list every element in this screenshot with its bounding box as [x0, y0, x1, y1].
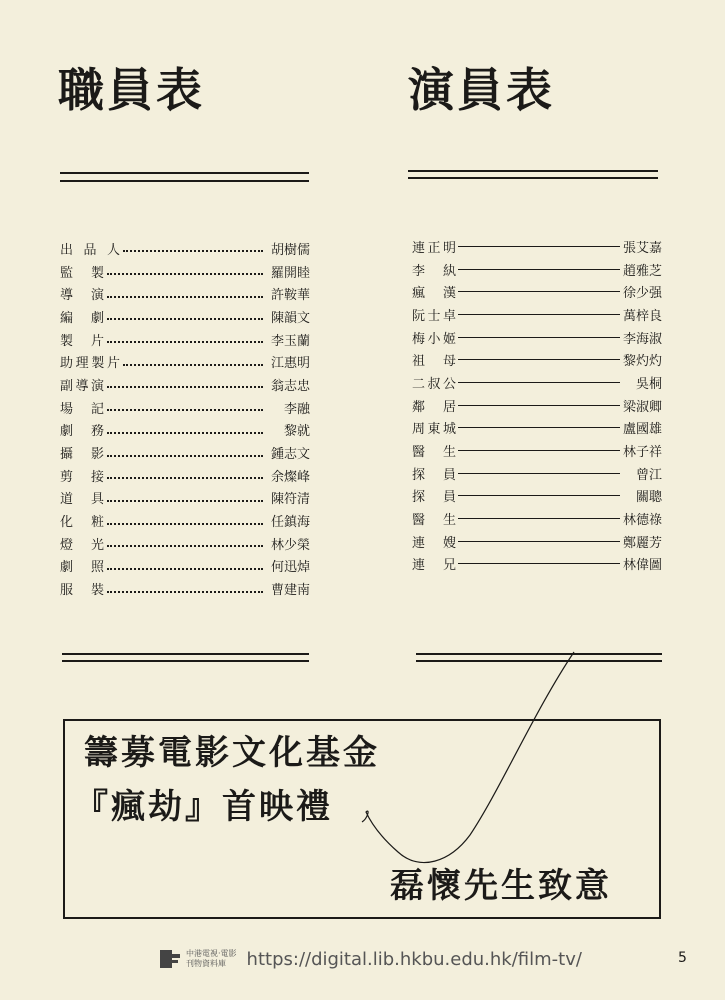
leader-dots	[107, 568, 263, 570]
logo-text-line-1: 中港電視·電影	[186, 949, 237, 958]
leader-dots	[107, 409, 263, 411]
cast-role: 醫生	[412, 445, 456, 461]
crew-name: 黎就	[283, 424, 310, 440]
crew-role: 監製	[60, 265, 104, 281]
cast-name: 林子祥	[622, 445, 662, 461]
cast-top-rule-1	[408, 170, 658, 172]
crew-role: 攝影	[60, 447, 104, 463]
cast-role: 醫生	[412, 513, 456, 529]
leader-line	[458, 563, 620, 564]
leader-dots	[107, 500, 263, 502]
leader-dots	[107, 318, 263, 320]
cast-bottom-rule-1	[416, 653, 662, 655]
leader-line	[458, 314, 620, 315]
inscription-line-3: 磊懷先生致意	[390, 866, 612, 906]
leader-dots	[107, 386, 263, 388]
cast-name: 鄭麗芳	[622, 535, 662, 551]
leader-line	[458, 359, 620, 360]
cast-row	[412, 326, 662, 349]
cast-name: 曾江	[635, 467, 662, 483]
crew-name: 曹建南	[270, 583, 310, 599]
crew-top-rule-2	[60, 180, 309, 182]
cast-row	[412, 462, 662, 485]
crew-name: 林少榮	[270, 537, 310, 553]
crew-name: 李玉蘭	[270, 333, 310, 349]
crew-role: 剪接	[60, 469, 104, 485]
cast-row	[412, 507, 662, 530]
cast-row	[412, 485, 662, 508]
cast-name: 林德祿	[622, 513, 662, 529]
crew-row	[60, 373, 310, 396]
crew-role: 出品人	[60, 242, 120, 258]
crew-row	[60, 577, 310, 600]
inscription-line-2: 『瘋劫』首映禮	[74, 787, 333, 827]
cast-role: 連正明	[412, 240, 456, 256]
crew-name: 胡樹儒	[270, 242, 310, 258]
source-url-link[interactable]: https://digital.lib.hkbu.edu.hk/film-tv/	[246, 948, 582, 970]
leader-dots	[107, 591, 263, 593]
crew-bottom-rule-2	[62, 660, 309, 662]
crew-row	[60, 396, 310, 419]
inscription-line-1: 籌募電影文化基金	[84, 733, 380, 773]
leader-line	[458, 541, 620, 542]
cast-row	[412, 235, 662, 258]
crew-row	[60, 350, 310, 373]
cast-role: 祖母	[412, 354, 456, 370]
cast-row	[412, 348, 662, 371]
crew-name: 陳韻文	[270, 310, 310, 326]
leader-line	[458, 269, 620, 270]
leader-line	[458, 518, 620, 519]
crew-heading: 職員表	[58, 63, 205, 117]
leader-dots	[123, 250, 263, 252]
crew-name: 江惠明	[270, 356, 310, 372]
crew-role: 服裝	[60, 583, 104, 599]
crew-role: 導演	[60, 288, 104, 304]
leader-dots	[107, 455, 263, 457]
cast-name: 黎灼灼	[622, 354, 662, 370]
cast-role: 探員	[412, 490, 456, 506]
cast-name: 趙雅芝	[622, 263, 662, 279]
leader-dots	[107, 273, 263, 275]
crew-row	[60, 487, 310, 510]
crew-name: 翁志忠	[270, 378, 310, 394]
cast-name: 徐少强	[622, 286, 662, 302]
cast-row	[412, 530, 662, 553]
crew-role: 劇照	[60, 560, 104, 576]
crew-bottom-rule-1	[62, 653, 309, 655]
cast-row	[412, 280, 662, 303]
crew-row	[60, 419, 310, 442]
crew-row	[60, 509, 310, 532]
cast-role: 連嫂	[412, 535, 456, 551]
cast-top-rule-2	[408, 177, 658, 179]
cast-role: 連兄	[412, 558, 456, 574]
crew-row	[60, 260, 310, 283]
library-logo-icon	[158, 948, 182, 970]
cast-name: 吳桐	[635, 376, 662, 392]
cast-row	[412, 394, 662, 417]
crew-name: 余燦峰	[270, 469, 310, 485]
leader-dots	[107, 477, 263, 479]
crew-name: 李融	[283, 401, 310, 417]
crew-role: 製片	[60, 333, 104, 349]
crew-name: 鍾志文	[270, 447, 310, 463]
leader-line	[458, 495, 620, 496]
leader-line	[458, 405, 620, 406]
leader-line	[458, 246, 620, 247]
leader-line	[458, 291, 620, 292]
cast-row	[412, 303, 662, 326]
cast-bottom-rule-2	[416, 660, 662, 662]
crew-row	[60, 555, 310, 578]
crew-name: 羅開睦	[270, 265, 310, 281]
crew-role: 編劇	[60, 310, 104, 326]
footer	[158, 948, 582, 970]
cast-role: 鄰居	[412, 399, 456, 415]
cast-name: 關聰	[635, 490, 662, 506]
cast-role: 二叔公	[412, 376, 456, 392]
crew-role: 場記	[60, 401, 104, 417]
cast-name: 張艾嘉	[622, 240, 662, 256]
leader-line	[458, 450, 620, 451]
crew-role: 劇務	[60, 424, 104, 440]
crew-name: 陳符清	[270, 492, 310, 508]
crew-row	[60, 305, 310, 328]
crew-row	[60, 532, 310, 555]
leader-dots	[107, 341, 263, 343]
cast-name: 李海淑	[622, 331, 662, 347]
crew-row	[60, 237, 310, 260]
leader-line	[458, 427, 620, 428]
cast-row	[412, 258, 662, 281]
crew-list	[60, 237, 310, 600]
leader-line	[458, 473, 620, 474]
crew-role: 助理製片	[60, 356, 120, 372]
cast-role: 李紈	[412, 263, 456, 279]
crew-name: 何迅焯	[270, 560, 310, 576]
cast-name: 盧國雄	[622, 422, 662, 438]
crew-row	[60, 282, 310, 305]
cast-role: 梅小姬	[412, 331, 456, 347]
crew-role: 燈光	[60, 537, 104, 553]
leader-dots	[107, 545, 263, 547]
leader-dots	[107, 432, 263, 434]
cast-role: 探員	[412, 467, 456, 483]
crew-name: 任鎮海	[270, 515, 310, 531]
crew-row	[60, 328, 310, 351]
cast-row	[412, 439, 662, 462]
crew-row	[60, 441, 310, 464]
crew-role: 化粧	[60, 515, 104, 531]
cast-name: 林偉圖	[622, 558, 662, 574]
crew-name: 許鞍華	[270, 288, 310, 304]
cast-row	[412, 417, 662, 440]
leader-line	[458, 382, 620, 383]
cast-row	[412, 371, 662, 394]
cast-role: 瘋漢	[412, 286, 456, 302]
leader-dots	[123, 364, 263, 366]
cast-name: 萬梓良	[622, 308, 662, 324]
logo-text-line-2: 刊物資料庫	[186, 959, 226, 968]
cast-role: 阮士卓	[412, 308, 456, 324]
leader-dots	[107, 523, 263, 525]
page-number: 5	[678, 950, 687, 966]
cast-role: 周東城	[412, 422, 456, 438]
cast-name: 梁淑卿	[622, 399, 662, 415]
crew-top-rule-1	[60, 172, 309, 174]
logo-text	[186, 949, 237, 969]
cast-heading: 演員表	[408, 63, 555, 117]
leader-line	[458, 337, 620, 338]
crew-row	[60, 464, 310, 487]
leader-dots	[107, 296, 263, 298]
crew-role: 副導演	[60, 378, 104, 394]
cast-row	[412, 553, 662, 576]
crew-role: 道具	[60, 492, 104, 508]
cast-list	[412, 235, 662, 575]
